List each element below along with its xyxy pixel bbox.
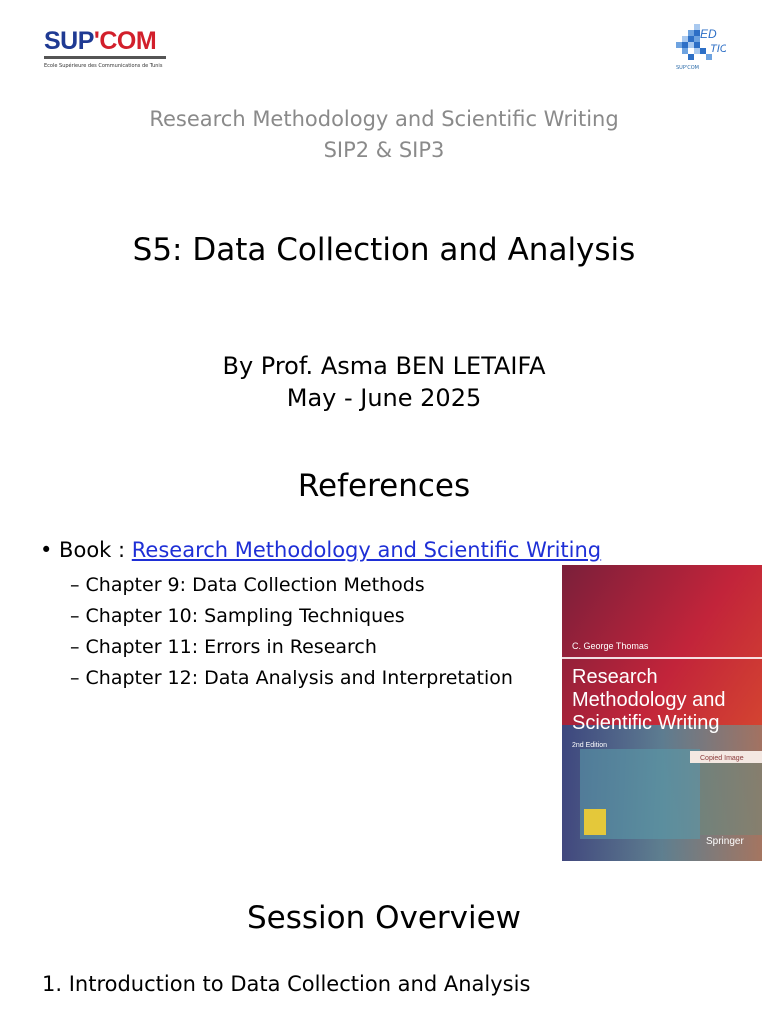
cover-edition: 2nd Edition [572, 742, 608, 749]
svg-text:TIC: TIC [710, 43, 726, 55]
book-cover-image [562, 565, 762, 861]
book-cover-art [562, 565, 762, 861]
cover-author: C. George Thomas [572, 641, 649, 651]
logo-arabic-line-icon [44, 54, 168, 62]
course-title: Research Methodology and Scientific Writing [149, 107, 619, 131]
list-item: – Chapter 12: Data Analysis and Interpretation [70, 667, 513, 689]
cover-title-3: Scientific Writing [572, 712, 720, 734]
cover-badge: Copied Image [700, 755, 744, 762]
session-title: S5: Data Collection and Analysis [132, 232, 636, 268]
course-programs: SIP2 & SIP3 [323, 138, 445, 162]
chapter-list [70, 570, 513, 694]
supcom-wordmark [44, 28, 168, 54]
references-heading: References [297, 468, 471, 504]
session-overview-heading: Session Overview [246, 900, 522, 936]
cover-publisher: Springer [706, 836, 744, 847]
date-line: May - June 2025 [286, 384, 482, 412]
edtic-caption: SUP'COM [676, 65, 699, 71]
book-reference [40, 535, 601, 565]
author-line: By Prof. Asma BEN LETAIFA [222, 352, 546, 380]
author-block [0, 350, 768, 414]
book-link[interactable]: Research Methodology and Scientific Writing [131, 538, 602, 562]
supcom-logo [44, 28, 168, 78]
edtic-logo [674, 22, 726, 82]
list-item: – Chapter 11: Errors in Research [70, 636, 377, 658]
list-item: – Chapter 9: Data Collection Methods [70, 574, 425, 596]
cover-title-2: Methodology and [572, 689, 726, 711]
course-header [0, 104, 768, 166]
cover-title-1: Research [572, 666, 658, 688]
edtic-mark-text: ED [700, 27, 717, 41]
logo-tagline: Ecole Supérieure des Communications de Tunis [44, 63, 163, 69]
list-item: 1. Introduction to Data Collection and Analysis [42, 972, 531, 996]
edtic-mark-icon [674, 22, 726, 66]
logo-com-text: 'COM [93, 27, 157, 55]
logo-sup-text: SUP [44, 27, 94, 55]
book-prefix: • Book : [40, 538, 132, 562]
list-item: – Chapter 10: Sampling Techniques [70, 605, 405, 627]
